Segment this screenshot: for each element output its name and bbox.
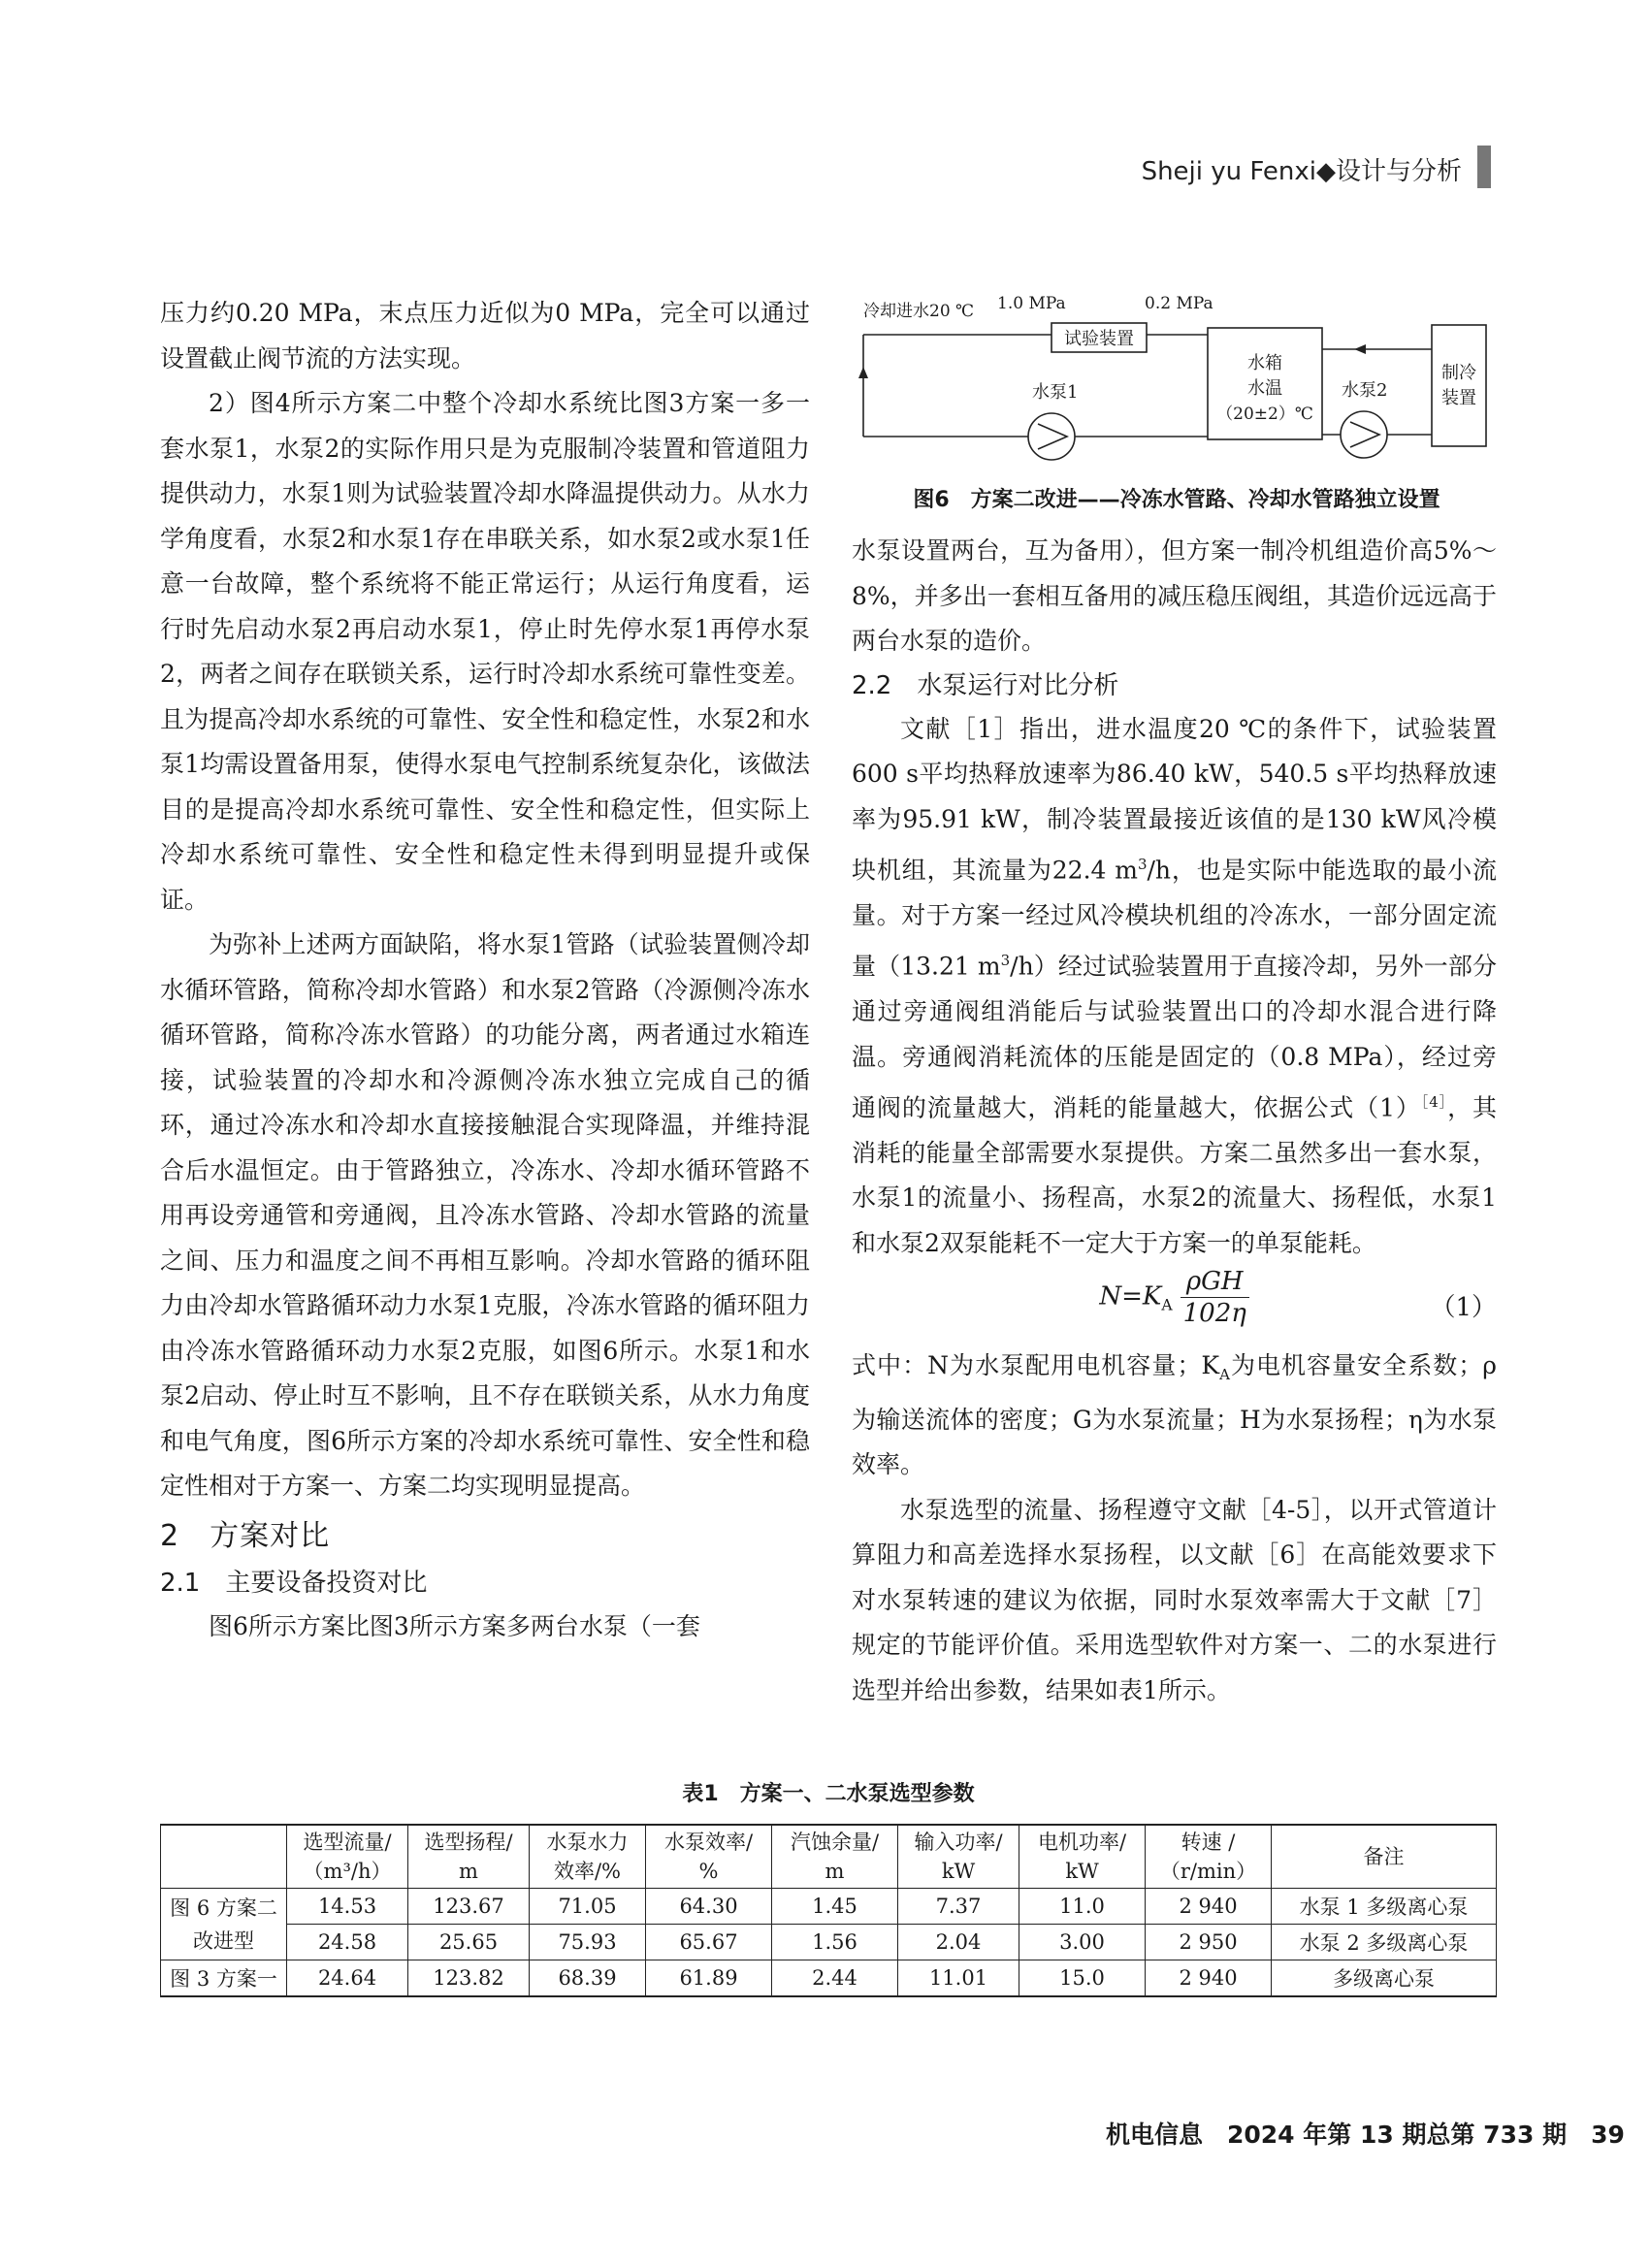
text-span: m: [825, 1860, 845, 1883]
text-span: 图 6 方案二: [170, 1895, 277, 1920]
table-header: [287, 1825, 408, 1889]
text-span: /h）经过试验装置用于直接冷却，另外一部分通过旁通阀组消能后与试验装置出口的冷却水混合进行降温。旁通阀消耗流体的压能是固定的（0.8 MPa），经过旁通阀的流量越大，消耗的能量越大，依据公式（1）: [852, 952, 1497, 1122]
table-row: [161, 1925, 1497, 1960]
paragraph: 压力约0.20 MPa，末点压力近似为0 MPa，完全可以通过设置截止阀节流的方法实现。: [160, 299, 810, 373]
paragraph: 为弥补上述两方面缺陷，将水泵1管路（试验装置侧冷却水循环管路，简称冷却水管路）和水泵2管路（冷源侧冷冻水循环管路，简称冷冻水管路）的功能分离，两者通过水箱连接，试验装置的冷却水和冷源侧冷冻水独立完成自己的循环，通过冷冻水和冷却水直接接触混合实现降温，并维持混合后水温恒定。由于管路独立，冷冻水、冷却水循环管路不用再设旁通管和旁通阀，且冷冻水管路、冷却水管路的流量之间、压力和温度之间不再相互影响。冷却水管路的循环阻力由冷却水管路循环动力水泵1克服，冷冻水管路的循环阻力由冷冻水管路循环动力水泵2克服，如图6所示。水泵1和水泵2启动、停止时互不影响，且不存在联锁关系，从水力角度和电气角度，图6所示方案的冷却水系统可靠性、安全性和稳定性相对于方案一、方案二均实现明显提高。: [160, 930, 810, 1500]
text-span: 为电机容量安全系数；ρ为输送流体的密度；G为水泵流量；H为水泵扬程；η为水泵效率。: [852, 1351, 1497, 1479]
text-span: m: [459, 1860, 478, 1883]
text-span: A: [1219, 1366, 1230, 1384]
text-span: 转速 /: [1181, 1831, 1236, 1854]
paragraph: 图6所示方案比图3所示方案多两台水泵（一套: [209, 1611, 700, 1640]
table-cell: 1.56: [772, 1925, 898, 1960]
table-cell: 68.39: [530, 1960, 646, 1997]
table-header-note: 备注: [1272, 1825, 1497, 1889]
test-device-label: 试验装置: [1064, 329, 1134, 349]
text-span: 效率/%: [553, 1860, 622, 1883]
citation: ［4］: [1420, 1093, 1448, 1112]
table-header: [1019, 1825, 1146, 1889]
text-span: kW: [1065, 1860, 1099, 1883]
table-cell: 24.58: [287, 1925, 408, 1960]
table-cell: 64.30: [646, 1889, 772, 1925]
text-span: 选型流量/: [303, 1831, 392, 1854]
text-span: 汽蚀余量/: [790, 1831, 880, 1854]
text-span: 水泵水力: [546, 1831, 629, 1854]
equation-number: （1）: [1430, 1293, 1497, 1323]
inlet-label: 冷却进水20 ℃: [863, 302, 975, 321]
table-cell: 3.00: [1019, 1925, 1146, 1960]
chiller-label-1: 制冷: [1441, 363, 1476, 383]
table-cell: 2.04: [898, 1925, 1019, 1960]
text-span: 改进型: [193, 1928, 254, 1953]
table-cell: 15.0: [1019, 1960, 1146, 1997]
pump2-label: 水泵2: [1342, 380, 1388, 401]
table-header: [772, 1825, 898, 1889]
row-group-label: 图 3 方案一: [161, 1960, 287, 1997]
text-span: kW: [941, 1860, 976, 1883]
paragraph: 水泵选型的流量、扬程遵守文献［4-5］，以开式管道计算阻力和高差选择水泵扬程，以文献［6］在高能效要求下对水泵转速的建议为依据，同时水泵效率需大于文献［7］规定的节能评价值。采用选型软件对方案一、二的水泵进行选型并给出参数，结果如表1所示。: [852, 1495, 1497, 1704]
table-cell: 75.93: [530, 1925, 646, 1960]
table-header: [1146, 1825, 1272, 1889]
text-span: 选型扬程/: [424, 1831, 513, 1854]
table-header: [408, 1825, 530, 1889]
table-cell: 1.45: [772, 1889, 898, 1925]
table-cell: 7.37: [898, 1889, 1019, 1925]
table-cell: 水泵 2 多级离心泵: [1272, 1925, 1497, 1960]
chiller-label-2: 装置: [1441, 388, 1476, 408]
table-cell: 2 950: [1146, 1925, 1272, 1960]
paragraph: [852, 707, 1497, 1267]
table-cell: 11.01: [898, 1960, 1019, 1997]
pressure-label-1: 1.0 MPa: [997, 294, 1066, 313]
subsection-heading: 2.2 水泵运行对比分析: [852, 670, 1119, 700]
row-group-label: [161, 1889, 287, 1960]
left-column: [160, 291, 810, 1649]
equation-1: [852, 1266, 1497, 1344]
text-span: A: [1161, 1297, 1173, 1315]
pressure-label-2: 0.2 MPa: [1145, 294, 1213, 313]
table-cell: 2 940: [1146, 1960, 1272, 1997]
table-caption: 表1 方案一、二水泵选型参数: [682, 1782, 975, 1806]
paragraph: 水泵设置两台，互为备用），但方案一制冷机组造价高5%～8%，并多出一套相互备用的减压稳压阀组，其造价远远高于两台水泵的造价。: [852, 536, 1497, 655]
table-header: [646, 1825, 772, 1889]
table-cell: 65.67: [646, 1925, 772, 1960]
table-header: [898, 1825, 1019, 1889]
table-header-row: [161, 1825, 1497, 1889]
paragraph: [852, 1344, 1497, 1488]
figure-caption: 图6 方案二改进——冷冻水管路、冷却水管路独立设置: [913, 488, 1440, 512]
table-header: [530, 1825, 646, 1889]
pump-selection-table: [160, 1824, 1497, 1997]
header-bar: [1477, 146, 1491, 188]
table-cell: 2.44: [772, 1960, 898, 1997]
text-span: 文献［1］指出，进水温度20 ℃的条件下，试验装置600 s平均热释放速率为86.40 kW，540.5 s平均热释放速率为95.91 kW，制冷装置最接近该值的是130 kW风冷模块机组，其流量为22.4 m: [852, 714, 1497, 885]
section-heading: 2 方案对比: [160, 1518, 331, 1553]
text-span: （m³/h）: [303, 1860, 392, 1883]
table-cell: 水泵 1 多级离心泵: [1272, 1889, 1497, 1925]
table-cell: 14.53: [287, 1889, 408, 1925]
text-span: 102η: [1182, 1299, 1246, 1329]
paragraph: 2）图4所示方案二中整个冷却水系统比图3方案一多一套水泵1，水泵2的实际作用只是为克服制冷装置和管道阻力提供动力，水泵1则为试验装置冷却水降温提供动力。从水力学角度看，水泵2和水泵1存在串联关系，如水泵2或水泵1任意一台故障，整个系统将不能正常运行；从运行角度看，运行时先启动水泵2再启动水泵1，停止时先停水泵1再停水泵2，两者之间存在联锁关系，运行时冷却水系统可靠性变差。且为提高冷却水系统的可靠性、安全性和稳定性，水泵2和水泵1均需设置备用泵，使得水泵电气控制系统复杂化，该做法目的是提高冷却水系统可靠性、安全性和稳定性，但实际上冷却水系统可靠性、安全性和稳定性未得到明显提升或保证。: [160, 389, 810, 914]
text-span: 输入功率/: [914, 1831, 1003, 1854]
text-span: N=K: [1099, 1281, 1162, 1312]
right-column: [852, 529, 1497, 1713]
text-span: /h，也是实际中能选取的最小流量。对于方案一经过风冷模块机组的冷冻水，一部分固定流量（13.21 m: [852, 856, 1497, 981]
text-span: 水泵效率/: [663, 1831, 754, 1854]
running-title: Sheji yu Fenxi◆设计与分析: [1141, 157, 1462, 186]
running-header: [1141, 146, 1491, 188]
table-row: [161, 1889, 1497, 1925]
table-cell: 25.65: [408, 1925, 530, 1960]
figure-6-diagram: [852, 291, 1502, 480]
text-span: 电机功率/: [1037, 1831, 1127, 1854]
figure-6: [852, 291, 1502, 524]
text-span: 3: [1137, 856, 1148, 873]
tank-label-2: 水温: [1247, 378, 1282, 399]
tank-label-3: （20±2）℃: [1216, 405, 1313, 424]
text-span: ρGH: [1181, 1266, 1249, 1298]
table-cell: 61.89: [646, 1960, 772, 1997]
pump1-label: 水泵1: [1032, 382, 1079, 403]
page-footer: 机电信息 2024 年第 13 期总第 733 期 39: [1106, 2121, 1625, 2149]
text-span: 式中：N为水泵配用电机容量；K: [852, 1351, 1220, 1380]
table-cell: 11.0: [1019, 1889, 1146, 1925]
tank-label-1: 水箱: [1247, 353, 1282, 373]
table-cell: 24.64: [287, 1960, 408, 1997]
table-cell: 123.67: [408, 1889, 530, 1925]
table-header-empty: [161, 1825, 287, 1889]
text-span: （r/min）: [1159, 1860, 1257, 1883]
text-span: %: [698, 1860, 719, 1883]
table-cell: 2 940: [1146, 1889, 1272, 1925]
text-span: ，其消耗的能量全部需要水泵提供。方案二虽然多出一套水泵，水泵1的流量小、扬程高，水泵2的流量大、扬程低，水泵1和水泵2双泵能耗不一定大于方案一的单泵能耗。: [852, 1093, 1497, 1257]
table-row: [161, 1960, 1497, 1997]
table-cell: 71.05: [530, 1889, 646, 1925]
table-cell: 123.82: [408, 1960, 530, 1997]
table-cell: 多级离心泵: [1272, 1960, 1497, 1997]
subsection-heading: 2.1 主要设备投资对比: [160, 1568, 428, 1598]
text-span: 3: [1000, 952, 1011, 970]
